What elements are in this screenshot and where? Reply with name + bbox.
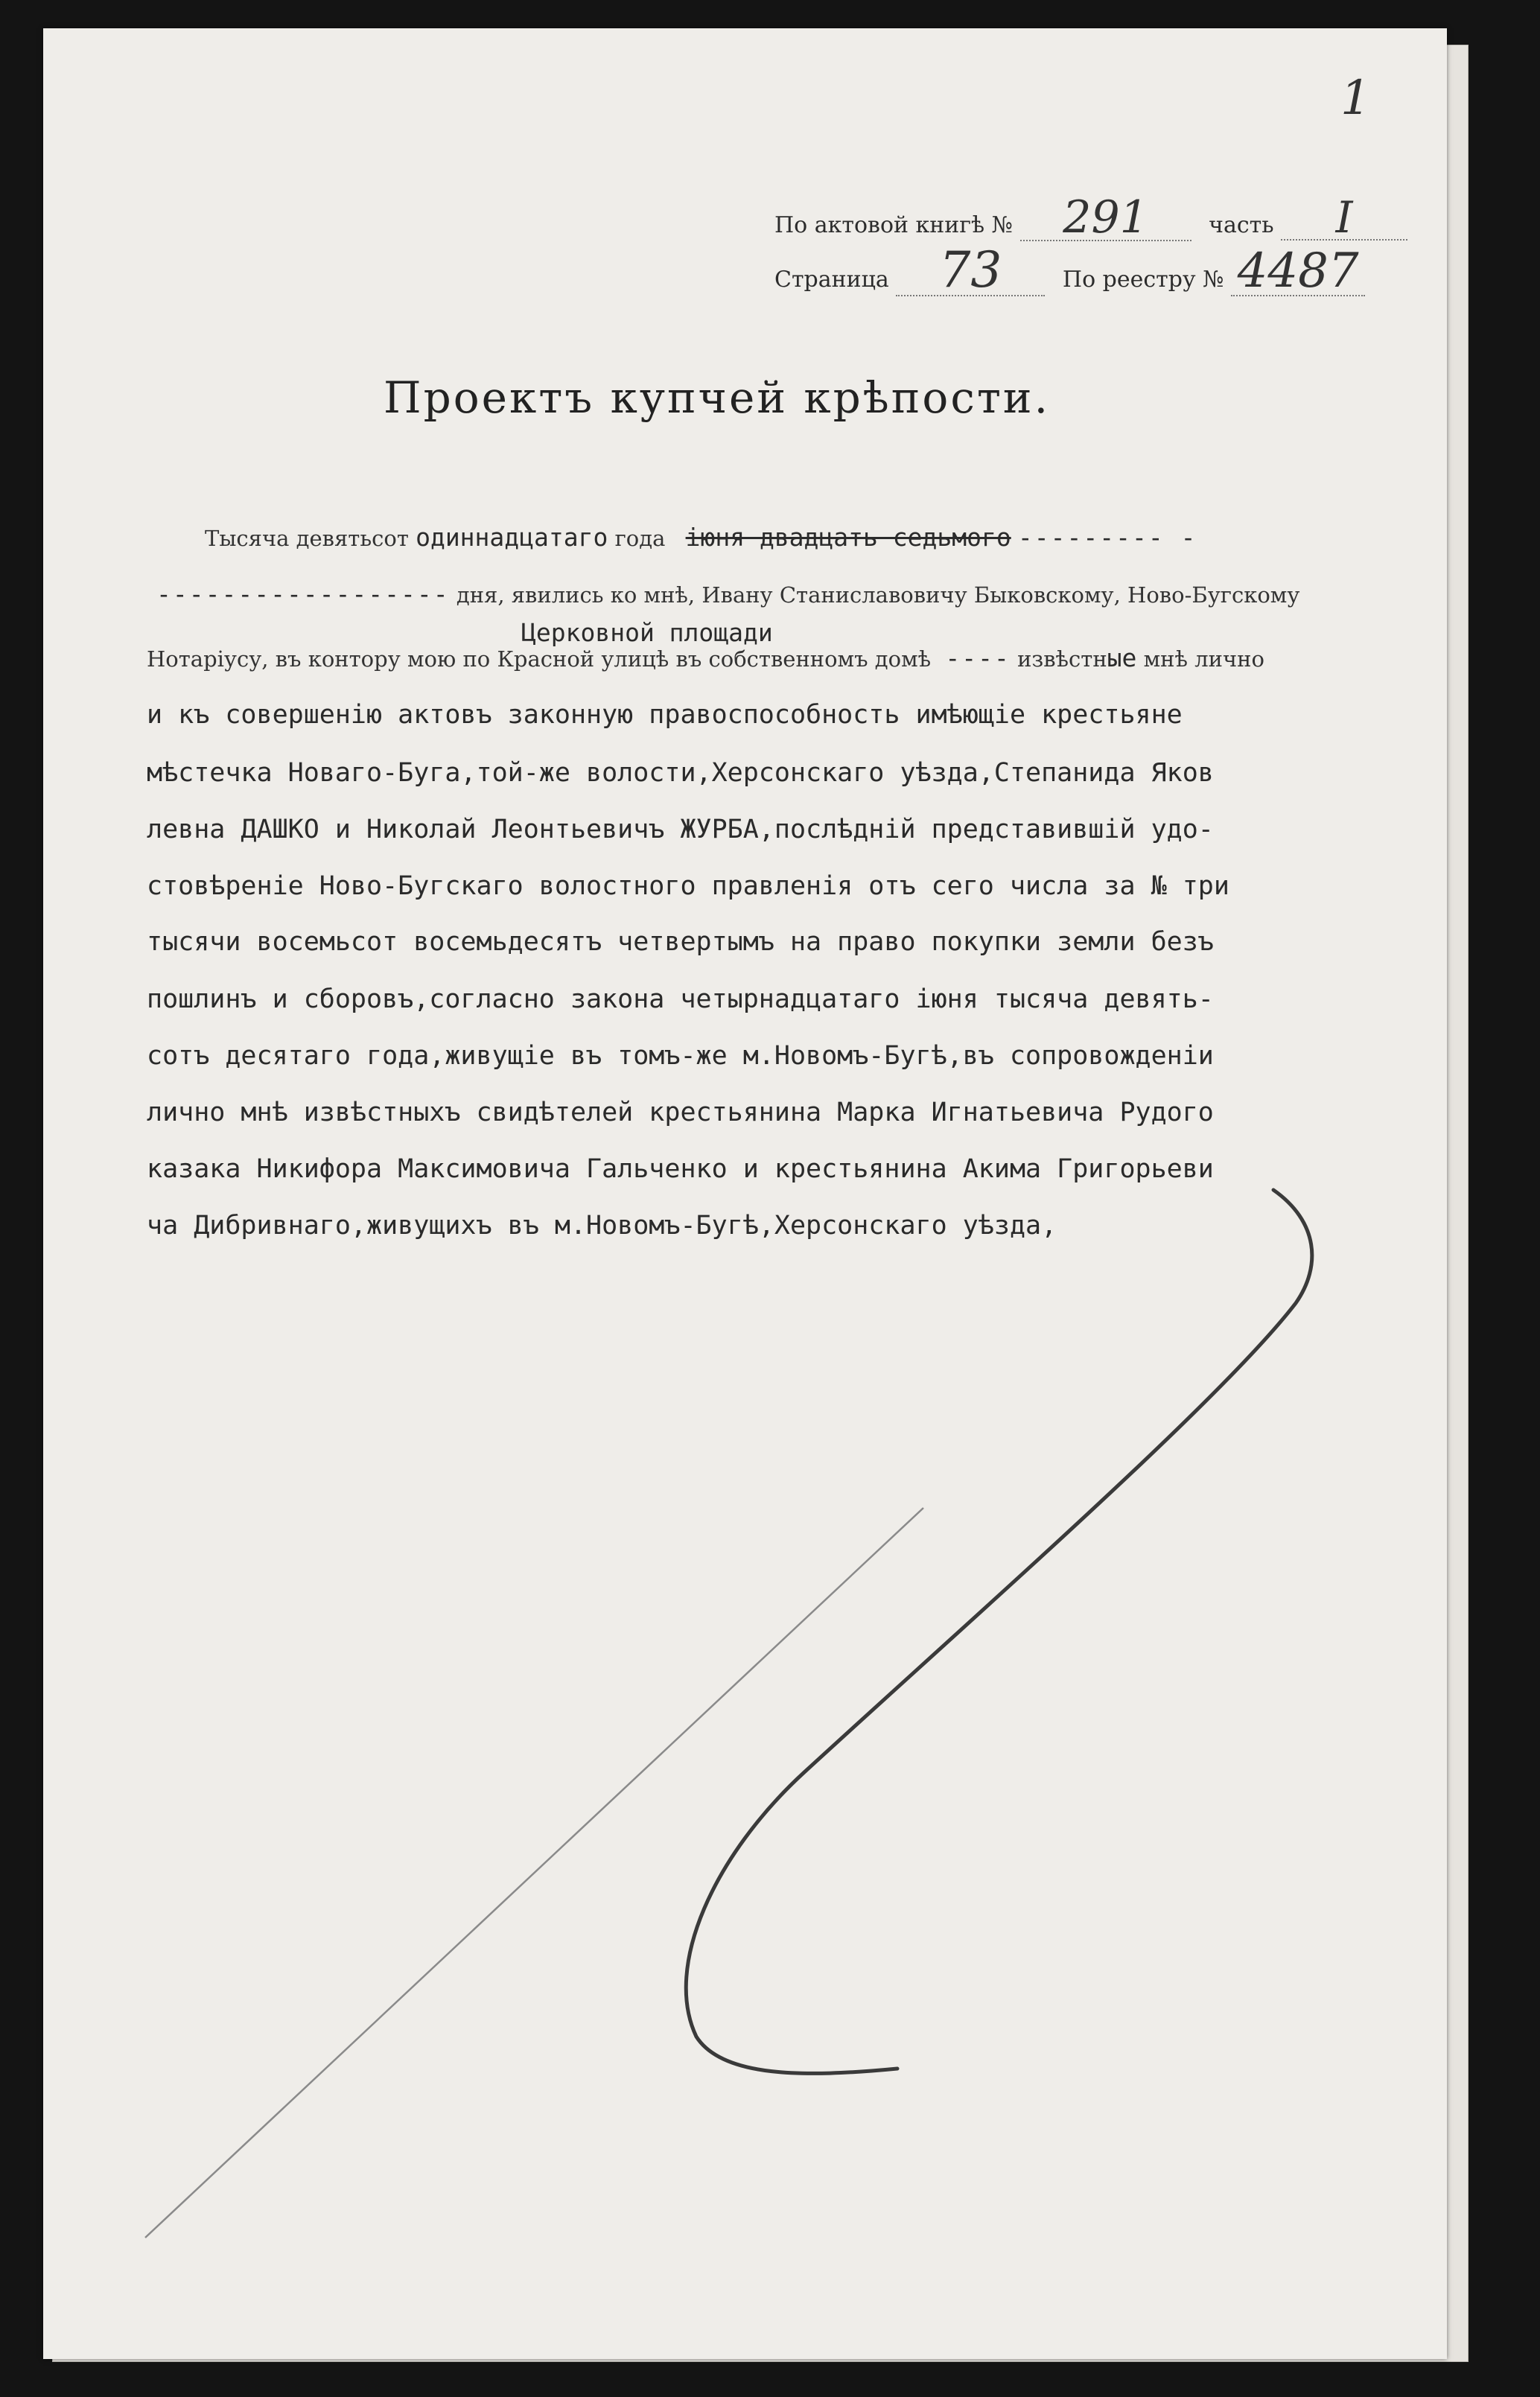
book-label: По актовой книгѣ № [774, 212, 1014, 238]
page-label: Страница [774, 267, 889, 293]
known-suffix-typed: ые [1107, 643, 1137, 672]
known-label: извѣстн [1017, 646, 1107, 672]
body-line: левна ДАШКО и Николай Леонтьевичъ ЖУРБА,послѣдній представившій удо- [147, 815, 1214, 844]
form-line-notary [156, 579, 1299, 608]
notary-text: дня, явились ко мнѣ, Ивану Станиславовичу Быковскому, Ново-Бугскому [456, 582, 1300, 608]
body-line: тысячи восемьсот восемьдесятъ четвертымъ на право покупки земли безъ [147, 927, 1214, 957]
body-line: и къ совершенію актовъ законную правоспособность имѣющіе крестьяне [147, 700, 1183, 730]
book-reference-line [774, 191, 1407, 243]
page-value: 73 [939, 241, 1002, 299]
month-day-typed: iюня двадцать седьмого [685, 523, 1011, 552]
church-square-insert: Церковной площади [521, 618, 773, 647]
year-label: года [614, 526, 666, 551]
body-line: пошлинъ и сборовъ,согласно закона четырнадцатаго іюня тысяча девять- [147, 984, 1214, 1014]
body-line: сотъ десятаго года,живущіе въ томъ-же м.Новомъ-Бугѣ,въ сопровожденіи [147, 1041, 1214, 1071]
form-line-office [147, 643, 1264, 672]
line3-dashes: ---- [945, 643, 1011, 672]
body-line: казака Никифора Максимовича Гальченко и крестьянина Акима Григорьеви [147, 1154, 1214, 1184]
year-typed: одиннадцатаго [416, 523, 608, 552]
document-title: Проектъ купчей крѣпости. [384, 372, 1051, 423]
line1-dashes: --------- - [1017, 523, 1197, 552]
body-line: мѣстечка Новаго-Буга,той-же волости,Херсонскаго уѣзда,Степанида Яков [147, 758, 1214, 788]
part-value: I [1335, 192, 1353, 243]
form-line-date [205, 523, 1197, 552]
body-line: стовѣреніе Ново-Бугскаго волостного правленія отъ сего числа за № три [147, 871, 1229, 901]
body-line: лично мнѣ извѣстныхъ свидѣтелей крестьянина Марка Игнатьевича Рудого [147, 1098, 1214, 1127]
date-prefix: Тысяча девятьсот [205, 526, 409, 551]
office-text: Нотаріусу, въ контору мою по Красной улицѣ въ собственномъ домѣ [147, 646, 932, 672]
body-line: ча Дибривнаго,живущихъ въ м.Новомъ-Бугѣ,Херсонскаго уѣзда, [147, 1211, 1057, 1241]
line2-dashes: ------------------ [156, 579, 450, 608]
personally-label: мнѣ лично [1143, 646, 1264, 672]
part-label: часть [1209, 212, 1274, 238]
registry-value: 4487 [1237, 243, 1359, 299]
book-number: 291 [1063, 191, 1148, 243]
page-registry-line [774, 241, 1365, 299]
corner-handwritten-mark: 1 [1340, 71, 1371, 126]
registry-label: По реестру № [1062, 267, 1224, 293]
